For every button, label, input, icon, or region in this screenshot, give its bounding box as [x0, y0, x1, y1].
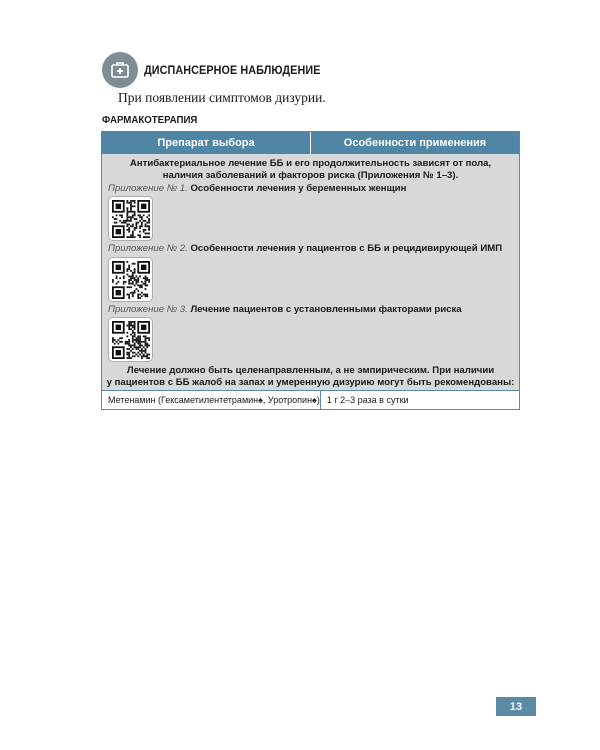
appendix-1-title: Особенности лечения у беременных женщин — [190, 183, 407, 194]
info-panel — [102, 154, 519, 390]
qr-code-icon[interactable] — [108, 257, 153, 302]
appendix-2-title: Особенности лечения у пациентов с ББ и рецидивирующей ИМП — [190, 243, 503, 254]
appendix-3-ref: Приложение № 3. — [108, 304, 188, 315]
table-header — [102, 132, 519, 154]
medical-kit-icon — [102, 52, 138, 88]
section-header — [102, 52, 340, 88]
qr-code-icon[interactable] — [108, 317, 153, 362]
appendix-3-title: Лечение пациентов с установленными факторами риска — [190, 304, 462, 315]
treatment-intro-line-2: наличия заболеваний и факторов риска (Приложения № 1–3). — [162, 170, 459, 181]
drug-cell: Метенамин (Гексаметилентетрамин♠, Уротропин♠) — [108, 395, 320, 405]
usage-cell: 1 г 2–3 раза в сутки — [320, 391, 519, 409]
page-number: 13 — [496, 697, 536, 716]
appendix-3 — [108, 304, 462, 315]
table-row — [102, 390, 519, 409]
pharmacotherapy-table — [101, 131, 520, 410]
column-header-drug: Препарат выбора — [157, 137, 255, 149]
qr-code-icon[interactable] — [108, 196, 153, 241]
intro-text: При появлении симптомов дизурии. — [118, 90, 326, 105]
appendix-1 — [108, 183, 406, 194]
header-title: ДИСПАНСЕРНОЕ НАБЛЮДЕНИЕ — [144, 63, 321, 77]
column-header-usage: Особенности применения — [310, 132, 519, 154]
recommendation-note-line-2: у пациентов с ББ жалоб на запах и умеренную дизурию могут быть рекомендованы: — [106, 377, 515, 388]
recommendation-note-line-1: Лечение должно быть целенаправленным, а не эмпирическим. При наличии — [126, 365, 495, 376]
appendix-2-ref: Приложение № 2. — [108, 243, 188, 254]
appendix-1-ref: Приложение № 1. — [108, 183, 188, 194]
section-title: ФАРМАКОТЕРАПИЯ — [102, 114, 198, 126]
appendix-2 — [108, 243, 502, 254]
treatment-intro-line-1: Антибактериальное лечение ББ и его продолжительность зависят от пола, — [129, 158, 492, 169]
